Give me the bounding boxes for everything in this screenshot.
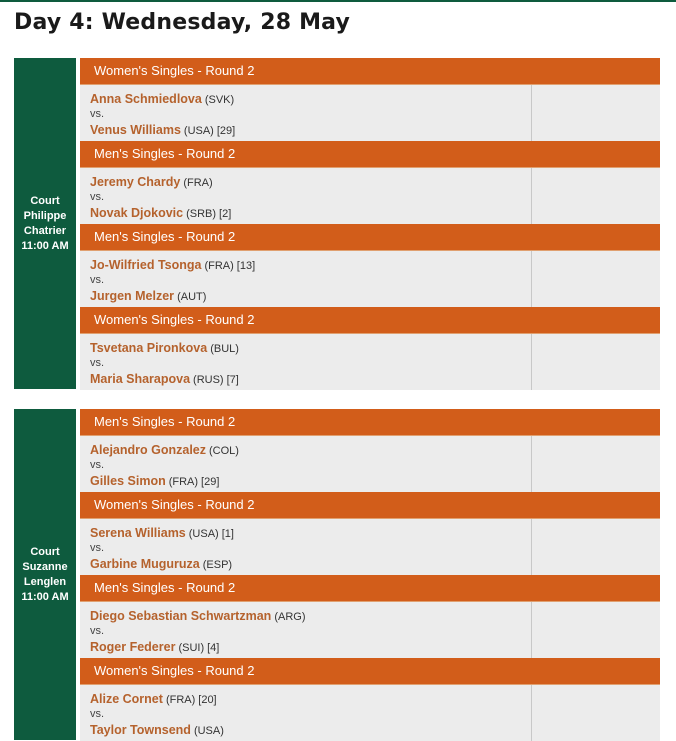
court-start-time: 11:00 AM bbox=[21, 239, 69, 252]
match-body bbox=[80, 333, 660, 390]
player-row bbox=[90, 692, 217, 706]
player-row bbox=[90, 341, 242, 355]
round-header: Men's Singles - Round 2 bbox=[80, 409, 660, 435]
court-name-line: Suzanne bbox=[22, 560, 68, 573]
match bbox=[80, 224, 660, 307]
vs-label: vs. bbox=[90, 108, 105, 120]
column-divider bbox=[531, 251, 532, 307]
court-name-line: Court bbox=[30, 545, 60, 558]
player-seed: [29] bbox=[201, 476, 220, 488]
player-country: (FRA) bbox=[183, 177, 213, 189]
player-seed: [13] bbox=[236, 260, 256, 272]
player-name-link[interactable]: Anna Schmiedlova bbox=[90, 92, 202, 106]
player-name-link[interactable]: Roger Federer bbox=[90, 640, 176, 654]
match-body bbox=[80, 84, 660, 141]
match-body bbox=[80, 435, 660, 492]
player-name-link[interactable]: Diego Sebastian Schwartzman bbox=[90, 609, 272, 623]
match-list bbox=[80, 409, 660, 740]
player-row bbox=[90, 526, 234, 540]
court-name-line: Philippe bbox=[23, 209, 67, 222]
player-seed: [7] bbox=[226, 374, 239, 386]
player-name-link[interactable]: Alize Cornet bbox=[90, 692, 163, 706]
player-country: (ARG) bbox=[274, 611, 306, 623]
round-header: Men's Singles - Round 2 bbox=[80, 224, 660, 250]
round-header: Women's Singles - Round 2 bbox=[80, 58, 660, 84]
court-block-philippe-chatrier bbox=[14, 58, 660, 389]
match-body bbox=[80, 684, 660, 741]
vs-label: vs. bbox=[90, 708, 105, 720]
match-body bbox=[80, 601, 660, 658]
round-header: Men's Singles - Round 2 bbox=[80, 141, 660, 167]
player-country: (USA) bbox=[183, 125, 214, 137]
vs-label: vs. bbox=[90, 542, 105, 554]
round-header: Women's Singles - Round 2 bbox=[80, 307, 660, 333]
player-country: (AUT) bbox=[177, 291, 207, 303]
player-country: (SRB) bbox=[186, 208, 217, 220]
vs-label: vs. bbox=[90, 625, 105, 637]
match bbox=[80, 575, 660, 658]
player-name-link[interactable]: Jo-Wilfried Tsonga bbox=[90, 258, 202, 272]
player-name-link[interactable]: Jeremy Chardy bbox=[90, 175, 181, 189]
column-divider bbox=[531, 602, 532, 658]
player-seed: [2] bbox=[219, 208, 232, 220]
player-row bbox=[90, 640, 219, 654]
player-country: (ESP) bbox=[202, 559, 233, 571]
player-country: (USA) bbox=[193, 725, 224, 737]
player-row bbox=[90, 474, 219, 488]
match-body bbox=[80, 167, 660, 224]
match bbox=[80, 141, 660, 224]
player-row bbox=[90, 609, 308, 623]
player-country: (SUI) bbox=[178, 642, 205, 654]
player-row bbox=[90, 175, 216, 189]
court-start-time: 11:00 AM bbox=[21, 590, 69, 603]
match bbox=[80, 658, 660, 741]
player-row bbox=[90, 92, 237, 106]
player-row bbox=[90, 372, 239, 386]
player-country: (COL) bbox=[209, 445, 239, 457]
player-seed: [20] bbox=[198, 694, 217, 706]
vs-label: vs. bbox=[90, 459, 105, 471]
player-name-link[interactable]: Venus Williams bbox=[90, 123, 181, 137]
player-row bbox=[90, 289, 209, 303]
match bbox=[80, 409, 660, 492]
player-name-link[interactable]: Taylor Townsend bbox=[90, 723, 191, 737]
player-name-link[interactable]: Maria Sharapova bbox=[90, 372, 191, 386]
court-label bbox=[14, 58, 76, 389]
player-name-link[interactable]: Tsvetana Pironkova bbox=[90, 341, 208, 355]
player-name-link[interactable]: Alejandro Gonzalez bbox=[90, 443, 206, 457]
vs-label: vs. bbox=[90, 191, 105, 203]
player-name-link[interactable]: Garbine Muguruza bbox=[90, 557, 200, 571]
column-divider bbox=[531, 685, 532, 741]
player-country: (FRA) bbox=[165, 694, 196, 706]
player-country: (SVK) bbox=[204, 94, 235, 106]
player-country: (USA) bbox=[188, 528, 219, 540]
player-row bbox=[90, 443, 242, 457]
vs-label: vs. bbox=[90, 274, 105, 286]
court-name-line: Chatrier bbox=[23, 224, 67, 237]
court-name-line: Lenglen bbox=[23, 575, 67, 588]
round-header: Women's Singles - Round 2 bbox=[80, 492, 660, 518]
column-divider bbox=[531, 168, 532, 224]
player-country: (FRA) bbox=[168, 476, 199, 488]
match bbox=[80, 492, 660, 575]
player-row bbox=[90, 723, 227, 737]
column-divider bbox=[531, 85, 532, 141]
vs-label: vs. bbox=[90, 357, 105, 369]
player-country: (FRA) bbox=[204, 260, 234, 272]
player-row bbox=[90, 258, 255, 272]
player-row bbox=[90, 206, 231, 220]
player-name-link[interactable]: Jurgen Melzer bbox=[90, 289, 175, 303]
match bbox=[80, 58, 660, 141]
player-row bbox=[90, 123, 235, 137]
court-block-suzanne-lenglen bbox=[14, 409, 660, 740]
column-divider bbox=[531, 519, 532, 575]
column-divider bbox=[531, 334, 532, 390]
match bbox=[80, 307, 660, 390]
player-seed: [4] bbox=[207, 642, 220, 654]
player-row bbox=[90, 557, 235, 571]
page-title: Day 4: Wednesday, 28 May bbox=[14, 10, 351, 35]
player-name-link[interactable]: Gilles Simon bbox=[90, 474, 166, 488]
match-body bbox=[80, 250, 660, 307]
player-name-link[interactable]: Serena Williams bbox=[90, 526, 186, 540]
player-name-link[interactable]: Novak Djokovic bbox=[90, 206, 184, 220]
player-country: (RUS) bbox=[193, 374, 224, 386]
court-name-line: Court bbox=[30, 194, 60, 207]
column-divider bbox=[531, 436, 532, 492]
round-header: Men's Singles - Round 2 bbox=[80, 575, 660, 601]
court-label bbox=[14, 409, 76, 740]
top-divider bbox=[0, 0, 676, 2]
match-list bbox=[80, 58, 660, 389]
player-seed: [1] bbox=[221, 528, 234, 540]
match-body bbox=[80, 518, 660, 575]
round-header: Women's Singles - Round 2 bbox=[80, 658, 660, 684]
player-seed: [29] bbox=[216, 125, 236, 137]
player-country: (BUL) bbox=[210, 343, 239, 355]
